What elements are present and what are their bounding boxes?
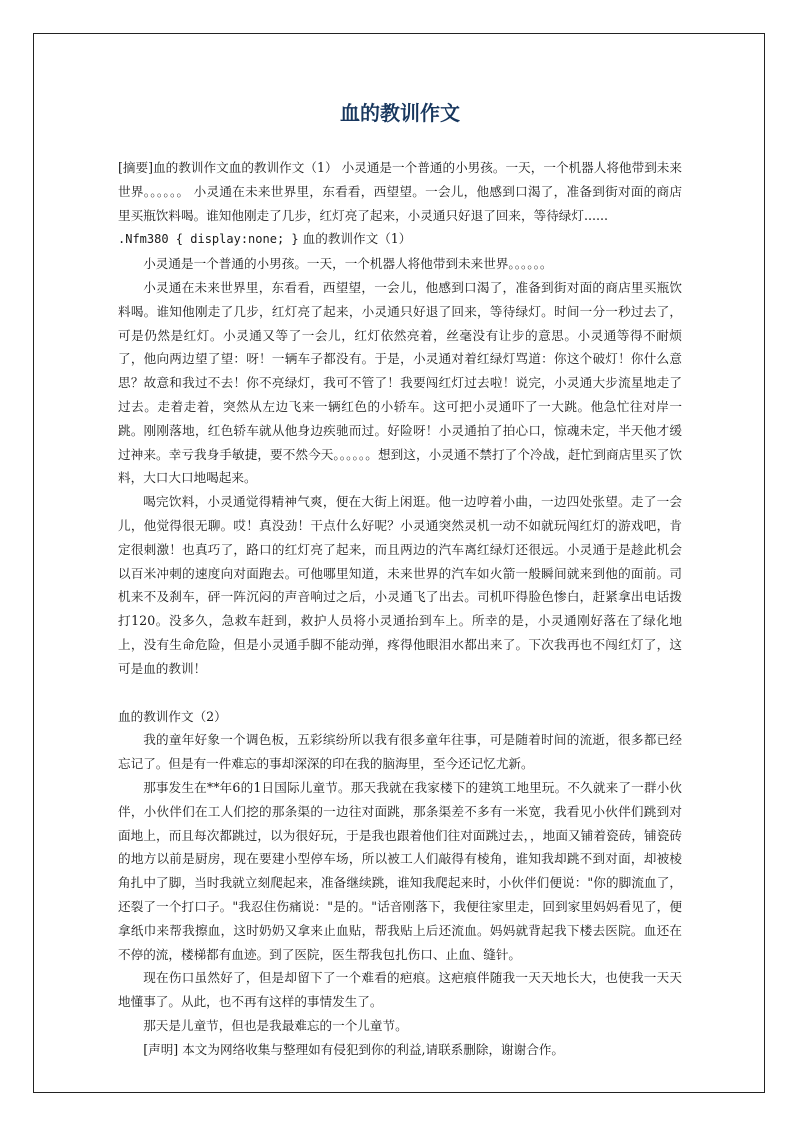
document-title: 血的教训作文 — [340, 101, 460, 125]
essay1-heading: 血的教训作文（1） — [302, 231, 412, 247]
essay1-heading-line — [118, 227, 682, 252]
essay2-paragraph-3: 现在伤口虽然好了，但是却留下了一个难看的疤痕。这疤痕伴随我一天天地长大，也使我一天天地懂事了。从此，也不再有这样的事情发生了。 — [118, 970, 682, 1010]
essay1-paragraph-3: 喝完饮料，小灵通觉得精神气爽，便在大街上闲逛。他一边哼着小曲，一边四处张望。走了一会儿，他觉得很无聊。哎！真没劲！干点什么好呢？小灵通突然灵机一动不如就玩闯红灯的游戏吧，肯定很刺激！也真巧了，路口的红灯亮了起来，而且两边的汽车离红绿灯还很远。小灵通于是趁此机会以百米冲刺的速度向对面跑去。可他哪里知道，未来世界的汽车如火箭一般瞬间就来到他的面前。司机来不及刹车，砰一阵沉闷的声音响过之后，小灵通飞了出去。司机吓得脸色惨白，赶紧拿出电话拨打120。没多久，急救车赶到，救护人员将小灵通抬到车上。所幸的是，小灵通刚好落在了绿化地上，没有生命危险，但是小灵通手脚不能动弹，疼得他眼泪水都出来了。下次我再也不闯红灯了，这可是血的教训！ — [118, 494, 682, 676]
essay1-paragraph-2: 小灵通在未来世界里，东看看，西望望，一会儿，他感到口渴了，准备到街对面的商店里买瓶饮料喝。谁知他刚走了几步，红灯亮了起来，小灵通只好退了回来，等待绿灯。时间一分一秒过去了，可是仍然是红灯。小灵通又等了一会儿，红灯依然亮着，丝毫没有让步的意思。小灵通等得不耐烦了，他向两边望了望：呀！一辆车子都没有。于是，小灵通对着红绿灯骂道：你这个破灯！你什么意思？故意和我过不去！你不亮绿灯，我可不管了！我要闯红灯过去啦！说完，小灵通大步流星地走了过去。走着走着，突然从左边飞来一辆红色的小轿车。这可把小灵通吓了一大跳。他急忙往对岸一跳。刚刚落地，红色轿车就从他身边疾驰而过。好险呀！小灵通拍了拍心口，惊魂未定，半天他才缓过神来。幸亏我身手敏捷，要不然今天。。。。。。想到这，小灵通不禁打了个冷战，赶忙到商店里买了饮料，大口大口地喝起来。 — [118, 279, 682, 486]
essay2-paragraph-4: 那天是儿童节，但也是我最难忘的一个儿童节。 — [143, 1017, 408, 1033]
essay2-paragraph-2: 那事发生在**年6的1日国际儿童节。那天我就在我家楼下的建筑工地里玩。不久就来了一群小伙伴，小伙伴们在工人们挖的那条渠的一边往对面跳，那条渠差不多有一米宽，我看见小伙伴们跳到对面地上，而且每次都跳过，以为很好玩，于是我也跟着他们往对面跳过去，，地面又铺着瓷砖，铺瓷砖的地方以前是厨房，现在要建小型停车场，所以被工人们敲得有棱角，谁知我却跳不到对面，却被棱角扎中了脚，当时我就立刻爬起来，准备继续跳，谁知我爬起来时，小伙伴们便说："你的脚流血了，还裂了一个打口子。"我忍住伤痛说："是的。"话音刚落下，我便往家里走，回到家里妈妈看见了，便拿纸巾来帮我擦血，这时奶奶又拿来止血贴，帮我贴上后还流血。妈妈就背起我下楼去医院。血还在不停的流，楼梯都有血迹。到了医院，医生帮我包扎伤口、止血、缝针。 — [118, 779, 682, 962]
essay2-paragraph-1: 我的童年好象一个调色板，五彩缤纷所以我有很多童年往事，可是随着时间的流逝，很多都已经忘记了。但是有一件难忘的事却深深的印在我的脑海里，至今还记忆尤新。 — [118, 732, 682, 772]
essay2-heading: 血的教训作文（2） — [118, 708, 227, 724]
essay1-paragraph-1: 小灵通是一个普通的小男孩。一天，一个机器人将他带到未来世界。。。。。。 — [143, 256, 553, 272]
css-artifact-text: .Nfm380 { display:none; } — [118, 232, 299, 247]
disclaimer-paragraph: [声明] 本文为网络收集与整理如有侵犯到你的利益,请联系删除，谢谢合作。 — [143, 1041, 565, 1057]
section-spacer — [118, 681, 682, 705]
document-body — [118, 100, 682, 1061]
abstract-paragraph: [摘要]血的教训作文血的教训作文（1） 小灵通是一个普通的小男孩。一天，一个机器人将他带到未来世界。。。。。。 小灵通在未来世界里，东看看，西望望。一会儿，他感到口渴了，准备到街对面的商店里买瓶饮料喝。谁知他刚走了几步，红灯亮了起来，小灵通只好退了回来，等待绿灯...... — [118, 160, 682, 223]
